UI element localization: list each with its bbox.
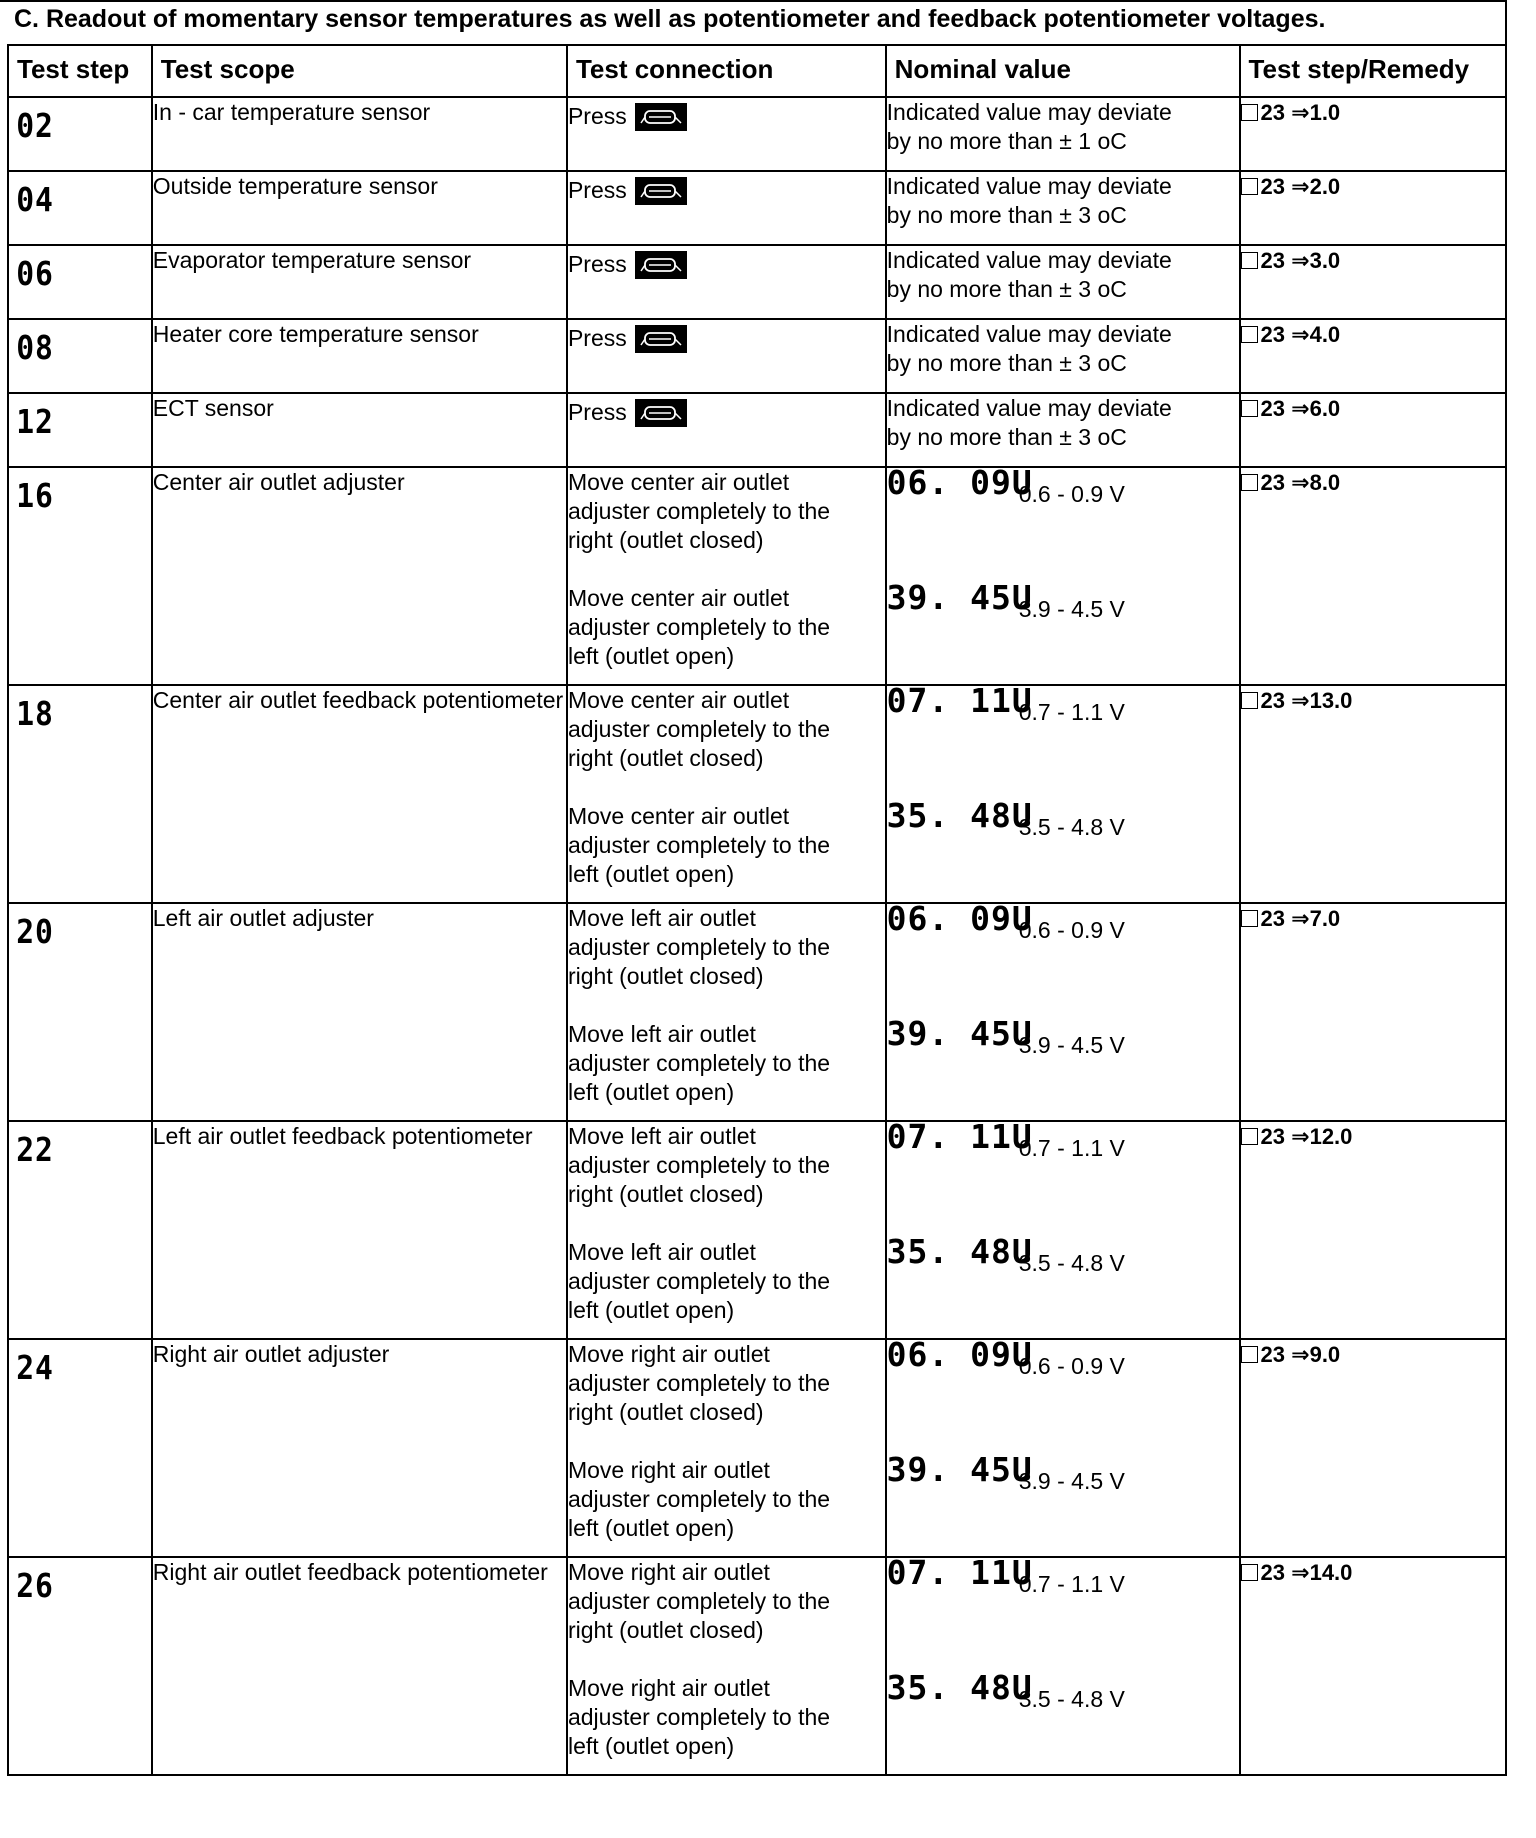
connection-line: right (outlet closed) [567,1181,764,1207]
arrow-icon: ⇒ [1291,906,1310,931]
test-step-lcd: 24 [16,1348,54,1387]
connection-line: adjuster completely to the [567,1050,831,1076]
press-label: Press [567,325,627,351]
voltage-lcd: 35. 48U [886,796,1033,835]
connection-line: right (outlet closed) [567,745,764,771]
connection-instruction-open [568,584,885,671]
connection-line: adjuster completely to the [567,1704,831,1730]
test-scope-cell: Left air outlet adjuster [152,903,567,1121]
connection-instruction-closed [568,904,885,991]
checkbox-icon [1241,400,1258,417]
connection-line: left (outlet open) [567,1297,735,1323]
nominal-value-cell [886,1335,1240,1557]
nominal-line: Indicated value may deviate [886,321,1172,347]
header-test-step: Test step [8,45,152,97]
remedy-ref: 8.0 [1309,470,1341,495]
connection-line: Move left air outlet [567,1239,756,1265]
nominal-line: Indicated value may deviate [886,99,1172,125]
remedy-prefix: 23 [1260,1342,1286,1367]
voltage-range: 3.5 - 4.8 V [1018,814,1125,840]
press-label: Press [567,103,627,129]
voltage-lcd: 06. 09U [886,1335,1033,1374]
connection-line: Move center air outlet [567,585,790,611]
header-test-scope: Test scope [152,45,567,97]
test-step-lcd: 06 [16,254,54,293]
nominal-value-cell [886,681,1240,903]
test-connection-cell [567,685,886,903]
test-connection-cell [567,1339,886,1557]
connection-line: adjuster completely to the [567,1268,831,1294]
connection-line: left (outlet open) [567,1733,735,1759]
table-row [8,903,1506,1121]
checkbox-icon [1241,474,1258,491]
table-row [8,467,1506,685]
voltage-range: 0.6 - 0.9 V [1018,917,1125,943]
connection-line: adjuster completely to the [567,1370,831,1396]
test-step-cell [8,903,152,1121]
connection-line: left (outlet open) [567,643,735,669]
test-step-cell [8,245,152,319]
arrow-icon: ⇒ [1291,174,1310,199]
table-row [8,1339,1506,1557]
remedy-cell [1240,1339,1506,1557]
test-connection-cell [567,467,886,685]
test-scope-cell: Right air outlet adjuster [152,1339,567,1557]
test-step-cell [8,1339,152,1557]
checkbox-icon [1241,1128,1258,1145]
connection-line: right (outlet closed) [567,527,764,553]
connection-line: Move center air outlet [567,687,790,713]
title-rule-right [1505,0,1507,44]
table-row [8,97,1506,171]
test-connection-cell [567,1557,886,1775]
test-step-lcd: 22 [16,1130,54,1169]
display-button-icon [635,325,687,353]
remedy-cell [1240,393,1506,467]
arrow-icon: ⇒ [1291,1342,1310,1367]
remedy-ref: 14.0 [1309,1560,1353,1585]
remedy-cell [1240,97,1506,171]
arrow-icon: ⇒ [1291,470,1310,495]
connection-instruction-open [568,1238,885,1325]
connection-line: Move right air outlet [567,1559,770,1585]
press-instruction [568,246,885,279]
remedy-prefix: 23 [1260,1124,1286,1149]
connection-line: Move center air outlet [567,469,790,495]
connection-line: right (outlet closed) [567,1617,764,1643]
test-step-lcd: 12 [16,402,54,441]
remedy-cell [1240,467,1506,685]
connection-line: right (outlet closed) [567,963,764,989]
test-connection-cell [567,903,886,1121]
nominal-line: by no more than ± 3 oC [886,350,1127,376]
test-step-lcd: 16 [16,476,54,515]
remedy-prefix: 23 [1260,248,1286,273]
test-connection-cell [567,393,886,467]
press-label: Press [567,399,627,425]
connection-line: adjuster completely to the [567,934,831,960]
table-row [8,1121,1506,1339]
test-scope-cell: Center air outlet feedback potentiometer [152,685,567,903]
test-connection-cell [567,97,886,171]
test-step-lcd: 26 [16,1566,54,1605]
nominal-value-cell [886,899,1240,1121]
connection-line: left (outlet open) [567,861,735,887]
voltage-lcd: 35. 48U [886,1668,1033,1707]
test-step-cell [8,1557,152,1775]
test-connection-cell [567,1121,886,1339]
voltage-lcd: 07. 11U [886,1553,1033,1592]
press-instruction [568,320,885,353]
remedy-ref: 3.0 [1309,248,1341,273]
header-nominal-value: Nominal value [886,45,1240,97]
voltage-open [886,796,1239,840]
voltage-open [886,1450,1239,1494]
press-instruction [568,394,885,427]
test-step-cell [8,97,152,171]
display-button-icon [635,399,687,427]
remedy-prefix: 23 [1260,322,1286,347]
remedy-ref: 13.0 [1309,688,1353,713]
voltage-range: 0.7 - 1.1 V [1018,1135,1125,1161]
test-step-lcd: 18 [16,694,54,733]
voltage-closed [886,463,1239,507]
connection-instruction-closed [568,468,885,555]
press-label: Press [567,251,627,277]
nominal-value-cell [886,171,1240,245]
arrow-icon: ⇒ [1291,688,1310,713]
voltage-lcd: 39. 45U [886,1450,1033,1489]
test-step-cell [8,319,152,393]
display-button-icon [635,103,687,131]
table-header-row [8,45,1506,97]
voltage-closed [886,681,1239,725]
voltage-lcd: 35. 48U [886,1232,1033,1271]
connection-instruction-closed [568,1122,885,1209]
connection-line: Move right air outlet [567,1457,770,1483]
nominal-line: Indicated value may deviate [886,247,1172,273]
test-scope-cell: Evaporator temperature sensor [152,245,567,319]
checkbox-icon [1241,178,1258,195]
test-step-lcd: 20 [16,912,54,951]
remedy-ref: 9.0 [1309,1342,1341,1367]
remedy-cell [1240,685,1506,903]
connection-instruction-closed [568,1340,885,1427]
header-remedy: Test step/Remedy [1240,45,1506,97]
arrow-icon: ⇒ [1291,100,1310,125]
voltage-range: 0.7 - 1.1 V [1018,1571,1125,1597]
remedy-ref: 4.0 [1309,322,1341,347]
test-step-lcd: 04 [16,180,54,219]
voltage-closed [886,899,1239,943]
test-step-cell [8,467,152,685]
remedy-prefix: 23 [1260,906,1286,931]
remedy-prefix: 23 [1260,100,1286,125]
connection-line: Move left air outlet [567,1021,756,1047]
voltage-range: 3.9 - 4.5 V [1018,1468,1125,1494]
test-scope-cell: Center air outlet adjuster [152,467,567,685]
connection-line: adjuster completely to the [567,716,831,742]
connection-instruction-open [568,1456,885,1543]
test-table [7,44,1507,1776]
voltage-open [886,578,1239,622]
connection-instruction-open [568,1020,885,1107]
voltage-lcd: 06. 09U [886,899,1033,938]
remedy-ref: 7.0 [1309,906,1341,931]
connection-line: adjuster completely to the [567,1152,831,1178]
checkbox-icon [1241,326,1258,343]
test-step-cell [8,1121,152,1339]
connection-line: adjuster completely to the [567,498,831,524]
test-scope-cell: Outside temperature sensor [152,171,567,245]
remedy-prefix: 23 [1260,174,1286,199]
arrow-icon: ⇒ [1291,248,1310,273]
nominal-value-cell [886,463,1240,685]
voltage-open [886,1014,1239,1058]
connection-line: adjuster completely to the [567,832,831,858]
voltage-closed [886,1117,1239,1161]
nominal-value-cell [886,319,1240,393]
connection-instruction-closed [568,1558,885,1645]
connection-line: Move right air outlet [567,1341,770,1367]
voltage-lcd: 06. 09U [886,463,1033,502]
arrow-icon: ⇒ [1291,322,1310,347]
arrow-icon: ⇒ [1291,1560,1310,1585]
test-step-lcd: 02 [16,106,54,145]
voltage-open [886,1232,1239,1276]
connection-line: Move left air outlet [567,905,756,931]
checkbox-icon [1241,252,1258,269]
checkbox-icon [1241,1564,1258,1581]
voltage-closed [886,1335,1239,1379]
voltage-lcd: 07. 11U [886,1117,1033,1156]
checkbox-icon [1241,1346,1258,1363]
voltage-lcd: 39. 45U [886,1014,1033,1053]
connection-instruction-open [568,1674,885,1761]
header-test-connection: Test connection [567,45,886,97]
remedy-cell [1240,171,1506,245]
table-row [8,319,1506,393]
voltage-range: 3.5 - 4.8 V [1018,1686,1125,1712]
test-scope-cell: Heater core temperature sensor [152,319,567,393]
checkbox-icon [1241,692,1258,709]
test-scope-cell: Left air outlet feedback potentiometer [152,1121,567,1339]
voltage-range: 0.7 - 1.1 V [1018,699,1125,725]
press-instruction [568,98,885,131]
test-connection-cell [567,171,886,245]
test-step-lcd: 08 [16,328,54,367]
connection-line: left (outlet open) [567,1079,735,1105]
connection-line: Move right air outlet [567,1675,770,1701]
test-step-cell [8,685,152,903]
remedy-prefix: 23 [1260,396,1286,421]
test-scope-cell: Right air outlet feedback potentiometer [152,1557,567,1775]
remedy-ref: 12.0 [1309,1124,1353,1149]
remedy-ref: 6.0 [1309,396,1341,421]
remedy-prefix: 23 [1260,470,1286,495]
voltage-lcd: 07. 11U [886,681,1033,720]
table-row [8,1557,1506,1775]
arrow-icon: ⇒ [1291,396,1310,421]
nominal-line: by no more than ± 1 oC [886,128,1127,154]
checkbox-icon [1241,104,1258,121]
table-row [8,393,1506,467]
nominal-value-cell [886,393,1240,467]
voltage-range: 3.9 - 4.5 V [1018,596,1125,622]
arrow-icon: ⇒ [1291,1124,1310,1149]
remedy-ref: 2.0 [1309,174,1341,199]
connection-line: Move center air outlet [567,803,790,829]
voltage-range: 3.9 - 4.5 V [1018,1032,1125,1058]
press-instruction [568,172,885,205]
test-step-cell [8,171,152,245]
connection-line: left (outlet open) [567,1515,735,1541]
remedy-prefix: 23 [1260,688,1286,713]
press-label: Press [567,177,627,203]
display-button-icon [635,251,687,279]
nominal-value-cell [886,1117,1240,1339]
remedy-cell [1240,245,1506,319]
table-row [8,171,1506,245]
remedy-prefix: 23 [1260,1560,1286,1585]
nominal-value-cell [886,1553,1240,1775]
remedy-cell [1240,319,1506,393]
test-connection-cell [567,245,886,319]
remedy-cell [1240,1557,1506,1775]
table-row [8,685,1506,903]
checkbox-icon [1241,910,1258,927]
nominal-line: Indicated value may deviate [886,173,1172,199]
nominal-value-cell [886,245,1240,319]
display-button-icon [635,177,687,205]
remedy-cell [1240,1121,1506,1339]
connection-line: Move left air outlet [567,1123,756,1149]
nominal-line: Indicated value may deviate [886,395,1172,421]
test-connection-cell [567,319,886,393]
test-scope-cell: In - car temperature sensor [152,97,567,171]
connection-instruction-closed [568,686,885,773]
connection-line: right (outlet closed) [567,1399,764,1425]
test-step-cell [8,393,152,467]
voltage-open [886,1668,1239,1712]
voltage-lcd: 39. 45U [886,578,1033,617]
voltage-closed [886,1553,1239,1597]
connection-line: adjuster completely to the [567,614,831,640]
voltage-range: 3.5 - 4.8 V [1018,1250,1125,1276]
nominal-line: by no more than ± 3 oC [886,276,1127,302]
test-scope-cell: ECT sensor [152,393,567,467]
voltage-range: 0.6 - 0.9 V [1018,481,1125,507]
connection-line: adjuster completely to the [567,1588,831,1614]
nominal-line: by no more than ± 3 oC [886,202,1127,228]
remedy-ref: 1.0 [1309,100,1341,125]
nominal-line: by no more than ± 3 oC [886,424,1127,450]
page-title: C. Readout of momentary sensor temperatures as well as potentiometer and feedback potentiometer voltages. [14,5,1326,33]
connection-line: adjuster completely to the [567,1486,831,1512]
table-row [8,245,1506,319]
voltage-range: 0.6 - 0.9 V [1018,1353,1125,1379]
nominal-value-cell [886,97,1240,171]
connection-instruction-open [568,802,885,889]
remedy-cell [1240,903,1506,1121]
